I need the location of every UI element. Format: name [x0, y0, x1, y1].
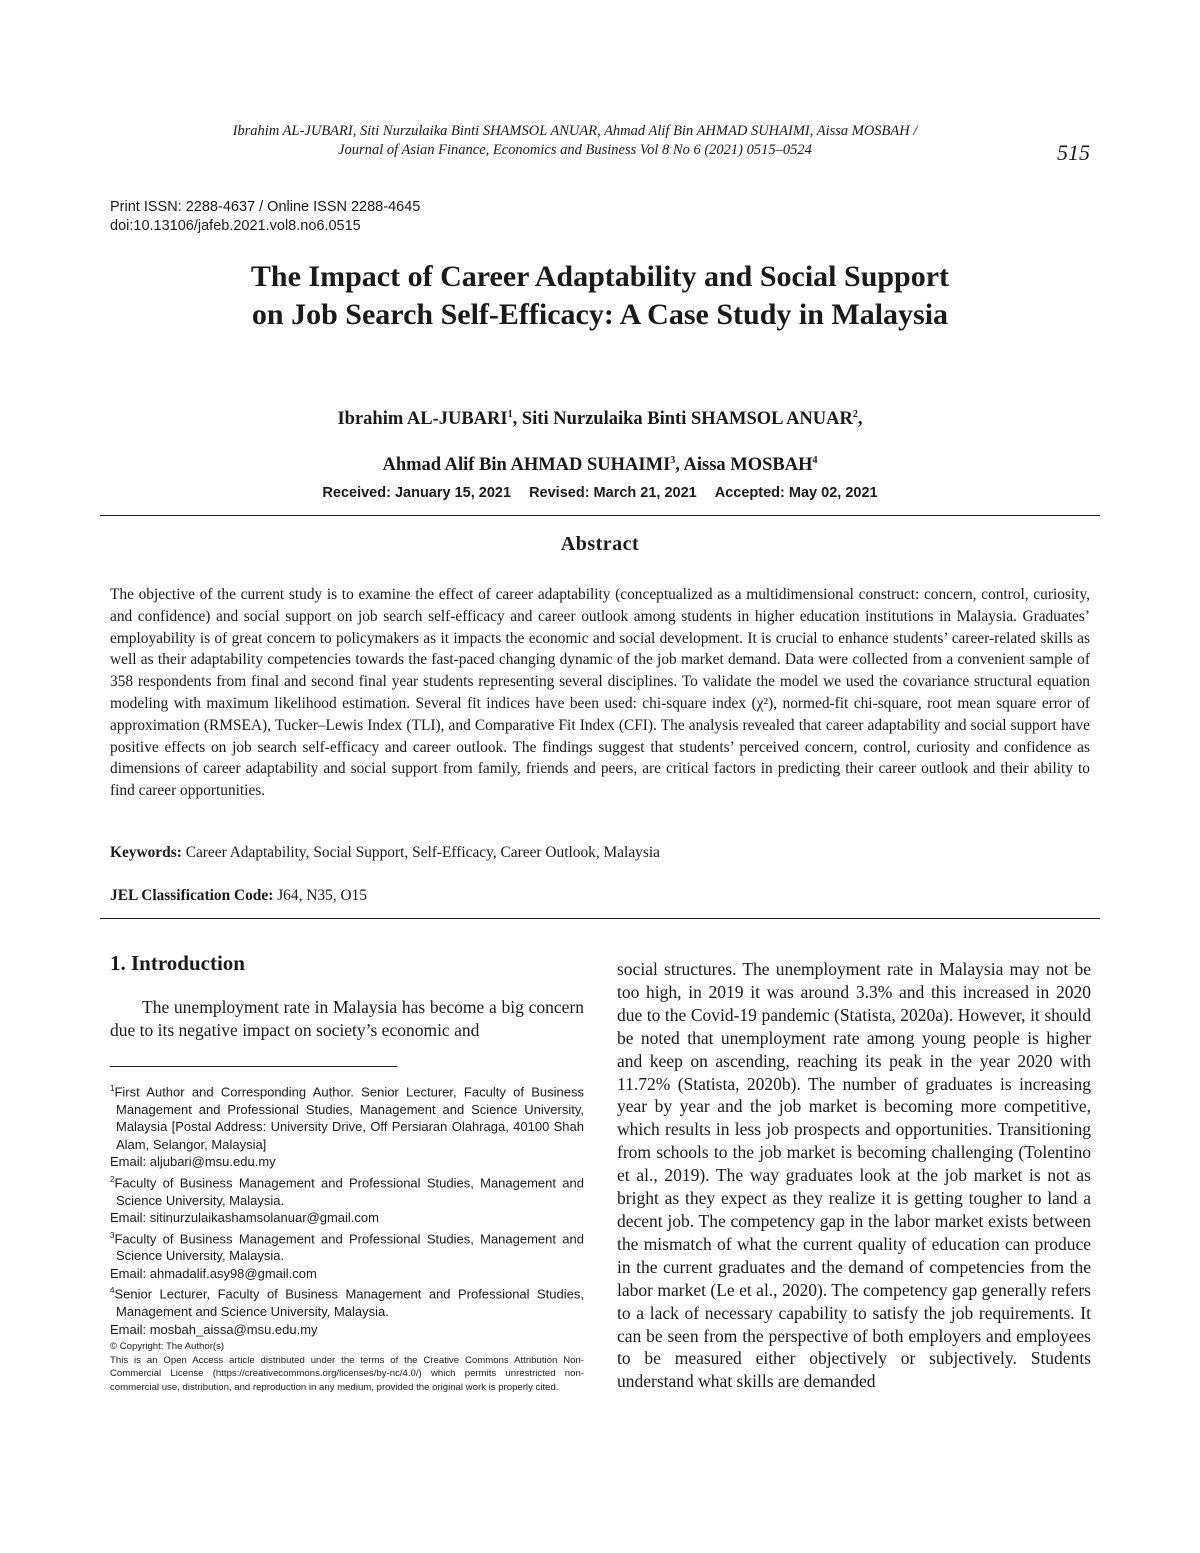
footnote-2: $^2$Faculty of Business Management and Professional Studies, Management and Science University, Malaysia. — [110, 1174, 584, 1208]
publication-dates — [100, 485, 1100, 501]
copyright-notice — [110, 1340, 584, 1394]
footnote-4-email: Email: mosbah_aissa@msu.edu.my — [110, 1321, 318, 1337]
author-2-affil: 2 — [852, 409, 858, 420]
license-text: This is an Open Access article distributed under the terms of the Creative Commons Attribution Non-Commercial License (https://creativecommons.org/licenses/by-nc/4.0/) which permits unrestricted non-commercial use, distribution, and reproduction in any medium, provided the original work is properly cited. — [110, 1354, 584, 1393]
keywords-label: Keywords: — [110, 844, 182, 861]
footnote-3-email: Email: ahmadalif.asy98@gmail.com — [110, 1265, 317, 1281]
footnote-3: $^3$Faculty of Business Management and Professional Studies, Management and Science University, Malaysia. — [110, 1230, 584, 1264]
abstract-text: The objective of the current study is to examine the effect of career adaptability (conceptualized as a multidimensional construct: concern, control, curiosity, and confidence) and social support on job search self-efficacy and career outlook among students in higher education institutions in Malaysia. Graduates’ employability is of great concern to policymakers as it impacts the economic and social development. It is crucial to enhance students’ career-related skills as well as their adaptability competencies towards the fast-paced changing dynamic of the job market demand. Data were collected from a convenient sample of 358 respondents from final and second final year students representing several disciplines. To validate the model we used the covariance structural equation modeling with maximum likelihood estimation. Several fit indices have been used: chi-square index (χ²), normed-fit chi-square, root mean square error of approximation (RMSEA), Tucker–Lewis Index (TLI), and Comparative Fit Index (CFI). The analysis revealed that career adaptability and social support have positive effects on job search self-efficacy and career outlook. The findings suggest that students’ perceived concern, control, curiosity and confidence as dimensions of career adaptability and social support from family, friends and peers, are critical factors in predicting their career outlook and their ability to find career opportunities. — [110, 586, 1090, 800]
footnote-1: $^1$First Author and Corresponding Author. Senior Lecturer, Faculty of Business Management and Professional Studies, Management and Science University, Malaysia [Postal Address: University Drive, Off Persiaran Olahraga, 40100 Shah Alam, Selangor, Malaysia] — [110, 1084, 584, 1152]
author-4-affil: 4 — [812, 455, 818, 467]
footnote-divider — [110, 1066, 397, 1067]
author-3: Ahmad Alif Bin AHMAD SUHAIMI — [382, 455, 671, 476]
issn-block — [110, 198, 420, 236]
running-header — [205, 122, 945, 160]
footnote-4: $^4$Senior Lecturer, Faculty of Business Management and Professional Studies, Management and Science University, Malaysia. — [110, 1286, 584, 1320]
author-1: Ibrahim AL-JUBARI — [337, 409, 508, 430]
revised-date: Revised: March 21, 2021 — [529, 485, 697, 501]
author-line-2: Ahmad Alif Bin AHMAD SUHAIMI$^3$, Aissa MOSBAH$^4$ — [382, 455, 818, 476]
jel-value: J64, N35, O15 — [277, 887, 367, 904]
jel-label: JEL Classification Code: — [110, 887, 274, 904]
received-date: Received: January 15, 2021 — [322, 485, 512, 501]
author-2: Siti Nurzulaika Binti SHAMSOL ANUAR — [521, 409, 853, 430]
bottom-divider — [100, 918, 1100, 919]
page-number: 515 — [1057, 140, 1090, 165]
copyright-line: © Copyright: The Author(s) — [110, 1341, 225, 1352]
abstract-heading: Abstract — [560, 533, 640, 555]
introduction-column-2: social structures. The unemployment rate in Malaysia may not be too high, in 2019 it was around 3.3% and this increased in 2020 due to the Covid-19 pandemic (Statista, 2020a). However, it should be noted that unemployment rate among young people is higher and keep on ascending, reaching its peak in the year 2020 with 11.72% (Statista, 2020b). The number of graduates is increasing year by year and the job market is becoming more competitive, which results in less job prospects and opportunities. Transitioning from schools to the job market is becoming challenging (Tolentino et al., 2019). The way graduates look at the job market is not as bright as they expect as they realize it is getting tougher to land a decent job. The competency gap in the labor market exists between the mismatch of what the current quality of education can produce in the current graduates and the demand of competencies from the labor market (Le et al., 2020). The competency gap generally refers to a lack of necessary capability to satisfy the job requirements. It can be seen from the perspective of both employers and employees to be measured either objectively or subjectively. Students understand what skills are demanded — [617, 959, 1091, 1392]
keywords — [110, 844, 1090, 862]
top-divider — [100, 515, 1100, 516]
author-line-1: Ibrahim AL-JUBARI$^1$, Siti Nurzulaika Binti SHAMSOL ANUAR$^2$, — [337, 409, 863, 430]
accepted-date: Accepted: May 02, 2021 — [714, 485, 878, 501]
running-header-journal: Journal of Asian Finance, Economics and Business Vol 8 No 6 (2021) 0515–0524 — [338, 142, 812, 158]
keywords-value: Career Adaptability, Social Support, Self-Efficacy, Career Outlook, Malaysia — [185, 844, 660, 861]
author-1-affil: 1 — [507, 409, 513, 420]
title-line-1: The Impact of Career Adaptability and Social Support — [250, 260, 950, 293]
author-4: Aissa MOSBAH — [683, 455, 813, 476]
issn-line: Print ISSN: 2288-4637 / Online ISSN 2288-4645 — [110, 199, 421, 215]
paper-title — [100, 258, 1100, 334]
author-list — [100, 394, 1100, 486]
footnote-1-email: Email: aljubari@msu.edu.my — [110, 1154, 276, 1170]
section-heading-introduction: 1. Introduction — [110, 951, 245, 975]
doi-line: doi:10.13106/jafeb.2021.vol8.no6.0515 — [110, 218, 361, 234]
footnote-2-email: Email: sitinurzulaikashamsolanuar@gmail.com — [110, 1210, 379, 1226]
jel-code — [110, 887, 1090, 905]
title-line-2: on Job Search Self-Efficacy: A Case Study in Malaysia — [251, 298, 949, 331]
running-header-authors: Ibrahim AL-JUBARI, Siti Nurzulaika Binti SHAMSOL ANUAR, Ahmad Alif Bin AHMAD SUHAIMI, Aissa MOSBAH / — [232, 123, 918, 139]
introduction-paragraph: The unemployment rate in Malaysia has become a big concern due to its negative impact on society’s economic and — [110, 997, 584, 1040]
footnotes — [110, 1080, 584, 1338]
author-3-affil: 3 — [670, 455, 676, 467]
